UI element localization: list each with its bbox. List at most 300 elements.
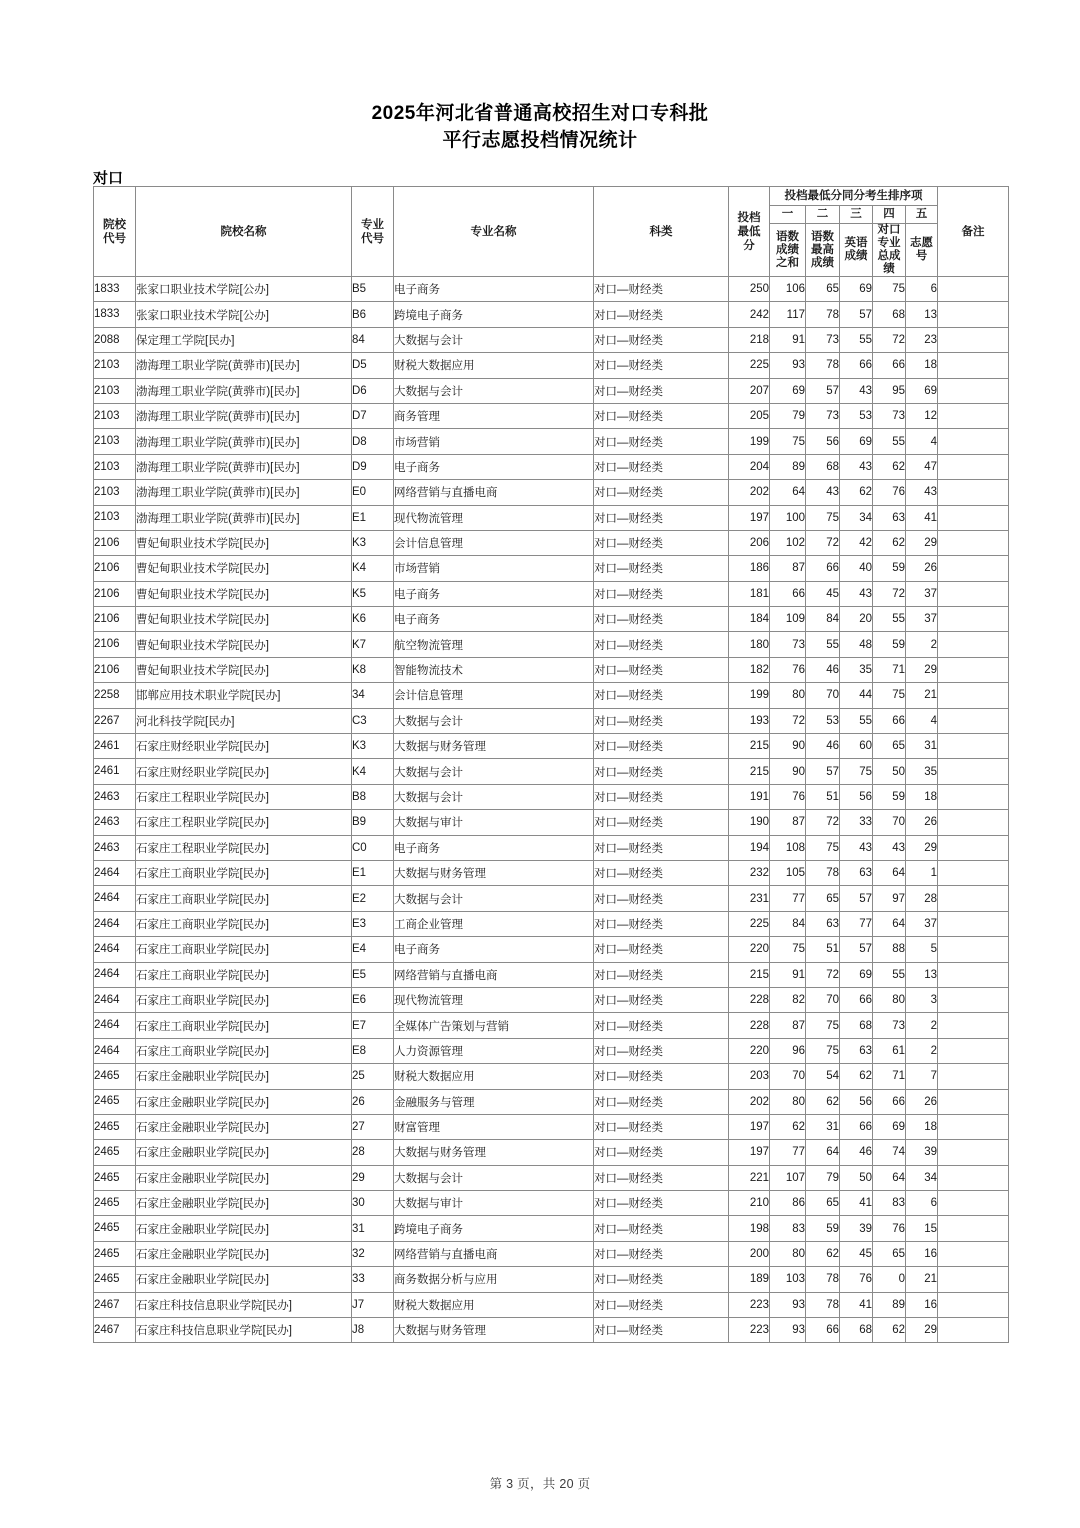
cell-major-code: 29 (352, 1165, 394, 1190)
cell-major-name: 财税大数据应用 (394, 1064, 594, 1089)
cell-category: 对口—财经类 (594, 277, 729, 302)
cell-rank-4: 63 (873, 505, 906, 530)
cell-remark (938, 810, 1009, 835)
cell-major-code: E0 (352, 480, 394, 505)
header-ordinal-1: 一 (770, 206, 806, 224)
cell-major-name: 大数据与会计 (394, 378, 594, 403)
cell-major-code: 30 (352, 1191, 394, 1216)
cell-min-score: 202 (729, 480, 770, 505)
cell-rank-2: 59 (806, 1216, 840, 1241)
cell-remark (938, 302, 1009, 327)
table-row (94, 530, 1009, 555)
table-row (94, 302, 1009, 327)
cell-school-name: 石家庄金融职业学院[民办] (136, 1089, 352, 1114)
cell-remark (938, 1013, 1009, 1038)
header-rank-group: 投档最低分同分考生排序项 (770, 187, 938, 206)
table-row (94, 860, 1009, 885)
cell-remark (938, 784, 1009, 809)
cell-rank-5: 7 (906, 1064, 938, 1089)
cell-rank-5: 43 (906, 480, 938, 505)
cell-rank-5: 13 (906, 962, 938, 987)
cell-school-code: 2465 (94, 1216, 136, 1241)
cell-remark (938, 734, 1009, 759)
cell-rank-3: 45 (840, 1241, 873, 1266)
cell-min-score: 197 (729, 505, 770, 530)
header-sub-2: 语数 最高 成绩 (806, 224, 840, 277)
cell-major-code: B6 (352, 302, 394, 327)
cell-school-name: 石家庄金融职业学院[民办] (136, 1216, 352, 1241)
cell-remark (938, 327, 1009, 352)
header-sub-5: 志愿 号 (906, 224, 938, 277)
cell-rank-1: 108 (770, 835, 806, 860)
cell-school-code: 2465 (94, 1089, 136, 1114)
cell-rank-3: 43 (840, 454, 873, 479)
cell-rank-5: 28 (906, 886, 938, 911)
cell-school-name: 曹妃甸职业技术学院[民办] (136, 607, 352, 632)
table-row (94, 581, 1009, 606)
cell-rank-3: 43 (840, 581, 873, 606)
cell-remark (938, 962, 1009, 987)
header-ordinal-5: 五 (906, 206, 938, 224)
cell-min-score: 228 (729, 1013, 770, 1038)
cell-rank-4: 71 (873, 1064, 906, 1089)
cell-min-score: 215 (729, 734, 770, 759)
cell-rank-4: 66 (873, 353, 906, 378)
cell-rank-3: 57 (840, 886, 873, 911)
cell-category: 对口—财经类 (594, 835, 729, 860)
table-body (94, 277, 1009, 1343)
cell-rank-5: 29 (906, 1318, 938, 1343)
cell-category: 对口—财经类 (594, 810, 729, 835)
cell-min-score: 207 (729, 378, 770, 403)
cell-rank-5: 1 (906, 860, 938, 885)
cell-school-code: 2106 (94, 581, 136, 606)
cell-rank-3: 55 (840, 327, 873, 352)
cell-major-code: E3 (352, 911, 394, 936)
cell-major-name: 电子商务 (394, 937, 594, 962)
cell-school-name: 石家庄金融职业学院[民办] (136, 1114, 352, 1139)
cell-rank-3: 69 (840, 277, 873, 302)
cell-major-code: B9 (352, 810, 394, 835)
cell-rank-4: 75 (873, 683, 906, 708)
table-row (94, 1140, 1009, 1165)
cell-school-name: 渤海理工职业学院(黄骅市)[民办] (136, 454, 352, 479)
cell-school-name: 石家庄金融职业学院[民办] (136, 1064, 352, 1089)
cell-remark (938, 353, 1009, 378)
cell-category: 对口—财经类 (594, 581, 729, 606)
cell-rank-1: 80 (770, 1241, 806, 1266)
cell-school-code: 2461 (94, 759, 136, 784)
cell-major-code: 28 (352, 1140, 394, 1165)
cell-major-code: 31 (352, 1216, 394, 1241)
header-remark: 备注 (938, 187, 1009, 277)
cell-major-name: 财税大数据应用 (394, 353, 594, 378)
cell-school-name: 石家庄金融职业学院[民办] (136, 1267, 352, 1292)
cell-school-name: 石家庄工程职业学院[民办] (136, 810, 352, 835)
cell-school-code: 2464 (94, 886, 136, 911)
cell-rank-5: 37 (906, 911, 938, 936)
cell-remark (938, 835, 1009, 860)
cell-school-code: 2465 (94, 1064, 136, 1089)
cell-rank-3: 34 (840, 505, 873, 530)
cell-rank-5: 29 (906, 835, 938, 860)
cell-school-code: 2106 (94, 530, 136, 555)
cell-school-code: 2464 (94, 987, 136, 1012)
cell-school-code: 2106 (94, 607, 136, 632)
cell-rank-1: 76 (770, 657, 806, 682)
cell-rank-5: 37 (906, 581, 938, 606)
cell-major-name: 商务管理 (394, 403, 594, 428)
cell-major-code: B8 (352, 784, 394, 809)
cell-rank-3: 50 (840, 1165, 873, 1190)
cell-school-code: 2103 (94, 378, 136, 403)
cell-rank-1: 87 (770, 556, 806, 581)
cell-min-score: 205 (729, 403, 770, 428)
cell-rank-2: 72 (806, 810, 840, 835)
cell-rank-5: 6 (906, 277, 938, 302)
cell-rank-3: 57 (840, 937, 873, 962)
cell-min-score: 250 (729, 277, 770, 302)
cell-rank-2: 78 (806, 1292, 840, 1317)
cell-rank-4: 64 (873, 1165, 906, 1190)
cell-min-score: 218 (729, 327, 770, 352)
cell-min-score: 210 (729, 1191, 770, 1216)
cell-major-code: C0 (352, 835, 394, 860)
cell-category: 对口—财经类 (594, 911, 729, 936)
cell-rank-5: 47 (906, 454, 938, 479)
cell-major-code: D6 (352, 378, 394, 403)
cell-rank-5: 4 (906, 708, 938, 733)
cell-school-name: 渤海理工职业学院(黄骅市)[民办] (136, 378, 352, 403)
cell-major-name: 跨境电子商务 (394, 1216, 594, 1241)
cell-rank-2: 56 (806, 429, 840, 454)
table-row (94, 632, 1009, 657)
cell-school-name: 张家口职业技术学院[公办] (136, 277, 352, 302)
cell-major-name: 现代物流管理 (394, 505, 594, 530)
cell-remark (938, 683, 1009, 708)
cell-major-name: 金融服务与管理 (394, 1089, 594, 1114)
table-row (94, 1292, 1009, 1317)
cell-major-name: 会计信息管理 (394, 530, 594, 555)
cell-major-name: 大数据与审计 (394, 810, 594, 835)
cell-school-name: 石家庄科技信息职业学院[民办] (136, 1318, 352, 1343)
cell-min-score: 198 (729, 1216, 770, 1241)
cell-rank-5: 3 (906, 987, 938, 1012)
cell-major-name: 市场营销 (394, 556, 594, 581)
cell-remark (938, 886, 1009, 911)
cell-rank-3: 41 (840, 1292, 873, 1317)
cell-category: 对口—财经类 (594, 429, 729, 454)
cell-rank-3: 46 (840, 1140, 873, 1165)
cell-major-name: 大数据与会计 (394, 759, 594, 784)
cell-category: 对口—财经类 (594, 607, 729, 632)
cell-school-code: 2463 (94, 810, 136, 835)
cell-major-name: 电子商务 (394, 581, 594, 606)
cell-rank-3: 62 (840, 1064, 873, 1089)
cell-rank-4: 0 (873, 1267, 906, 1292)
cell-rank-4: 66 (873, 708, 906, 733)
cell-category: 对口—财经类 (594, 378, 729, 403)
cell-rank-4: 80 (873, 987, 906, 1012)
cell-min-score: 242 (729, 302, 770, 327)
cell-school-code: 2465 (94, 1267, 136, 1292)
cell-major-code: K7 (352, 632, 394, 657)
cell-rank-3: 63 (840, 860, 873, 885)
cell-school-name: 石家庄工商职业学院[民办] (136, 860, 352, 885)
cell-school-code: 2106 (94, 556, 136, 581)
cell-category: 对口—财经类 (594, 556, 729, 581)
cell-remark (938, 708, 1009, 733)
cell-remark (938, 632, 1009, 657)
cell-min-score: 191 (729, 784, 770, 809)
cell-category: 对口—财经类 (594, 1089, 729, 1114)
cell-school-name: 曹妃甸职业技术学院[民办] (136, 657, 352, 682)
cell-min-score: 225 (729, 353, 770, 378)
cell-rank-2: 57 (806, 759, 840, 784)
cell-major-code: K4 (352, 759, 394, 784)
cell-rank-2: 57 (806, 378, 840, 403)
cell-rank-5: 18 (906, 353, 938, 378)
table-row (94, 1241, 1009, 1266)
cell-major-name: 大数据与会计 (394, 708, 594, 733)
cell-school-name: 石家庄财经职业学院[民办] (136, 759, 352, 784)
table-row (94, 1064, 1009, 1089)
cell-remark (938, 1267, 1009, 1292)
cell-rank-2: 54 (806, 1064, 840, 1089)
cell-rank-4: 88 (873, 937, 906, 962)
cell-min-score: 200 (729, 1241, 770, 1266)
cell-school-name: 石家庄工程职业学院[民办] (136, 835, 352, 860)
cell-rank-3: 35 (840, 657, 873, 682)
cell-major-name: 电子商务 (394, 607, 594, 632)
cell-min-score: 231 (729, 886, 770, 911)
cell-school-name: 石家庄工商职业学院[民办] (136, 911, 352, 936)
cell-school-name: 石家庄工商职业学院[民办] (136, 987, 352, 1012)
table-row (94, 987, 1009, 1012)
cell-category: 对口—财经类 (594, 1114, 729, 1139)
cell-remark (938, 607, 1009, 632)
table-row (94, 886, 1009, 911)
header-major-name: 专业名称 (394, 187, 594, 277)
cell-school-name: 渤海理工职业学院(黄骅市)[民办] (136, 480, 352, 505)
header-school-name: 院校名称 (136, 187, 352, 277)
cell-school-code: 2088 (94, 327, 136, 352)
cell-rank-2: 51 (806, 937, 840, 962)
cell-rank-2: 65 (806, 886, 840, 911)
cell-rank-3: 69 (840, 429, 873, 454)
cell-rank-1: 93 (770, 353, 806, 378)
cell-remark (938, 987, 1009, 1012)
cell-category: 对口—财经类 (594, 1216, 729, 1241)
cell-rank-2: 75 (806, 1038, 840, 1063)
cell-rank-1: 77 (770, 1140, 806, 1165)
cell-school-code: 2461 (94, 734, 136, 759)
cell-rank-5: 15 (906, 1216, 938, 1241)
cell-rank-1: 73 (770, 632, 806, 657)
cell-major-name: 电子商务 (394, 454, 594, 479)
cell-rank-4: 66 (873, 1089, 906, 1114)
cell-rank-5: 26 (906, 1089, 938, 1114)
cell-remark (938, 860, 1009, 885)
cell-school-code: 2465 (94, 1191, 136, 1216)
cell-school-name: 渤海理工职业学院(黄骅市)[民办] (136, 403, 352, 428)
header-sub-1: 语数 成绩 之和 (770, 224, 806, 277)
cell-rank-2: 78 (806, 302, 840, 327)
cell-rank-2: 46 (806, 657, 840, 682)
cell-category: 对口—财经类 (594, 1318, 729, 1343)
cell-school-name: 石家庄科技信息职业学院[民办] (136, 1292, 352, 1317)
cell-category: 对口—财经类 (594, 1038, 729, 1063)
cell-major-code: B5 (352, 277, 394, 302)
cell-min-score: 186 (729, 556, 770, 581)
cell-remark (938, 1318, 1009, 1343)
page-footer: 第 3 页，共 20 页 (489, 1477, 591, 1491)
cell-major-name: 大数据与财务管理 (394, 734, 594, 759)
cell-major-name: 网络营销与直播电商 (394, 1241, 594, 1266)
table-header (94, 187, 1009, 277)
cell-major-name: 大数据与会计 (394, 327, 594, 352)
cell-school-name: 石家庄工商职业学院[民办] (136, 937, 352, 962)
cell-rank-1: 83 (770, 1216, 806, 1241)
document-title (0, 0, 1080, 154)
cell-major-name: 财税大数据应用 (394, 1292, 594, 1317)
cell-min-score: 193 (729, 708, 770, 733)
table-row (94, 378, 1009, 403)
cell-remark (938, 403, 1009, 428)
cell-major-name: 跨境电子商务 (394, 302, 594, 327)
cell-min-score: 190 (729, 810, 770, 835)
cell-rank-4: 73 (873, 403, 906, 428)
table-row (94, 353, 1009, 378)
cell-category: 对口—财经类 (594, 403, 729, 428)
cell-rank-1: 117 (770, 302, 806, 327)
cell-major-name: 大数据与审计 (394, 1191, 594, 1216)
cell-category: 对口—财经类 (594, 987, 729, 1012)
cell-rank-4: 62 (873, 1318, 906, 1343)
table-row (94, 1114, 1009, 1139)
table-row (94, 505, 1009, 530)
cell-major-name: 市场营销 (394, 429, 594, 454)
cell-rank-1: 91 (770, 327, 806, 352)
cell-remark (938, 1191, 1009, 1216)
cell-rank-4: 64 (873, 860, 906, 885)
cell-category: 对口—财经类 (594, 632, 729, 657)
cell-major-name: 大数据与会计 (394, 886, 594, 911)
cell-major-name: 航空物流管理 (394, 632, 594, 657)
cell-rank-5: 12 (906, 403, 938, 428)
cell-remark (938, 1165, 1009, 1190)
table-row (94, 911, 1009, 936)
cell-rank-1: 75 (770, 937, 806, 962)
cell-rank-2: 66 (806, 556, 840, 581)
cell-rank-4: 68 (873, 302, 906, 327)
cell-rank-2: 78 (806, 1267, 840, 1292)
cell-remark (938, 429, 1009, 454)
cell-category: 对口—财经类 (594, 353, 729, 378)
cell-rank-5: 4 (906, 429, 938, 454)
cell-remark (938, 556, 1009, 581)
cell-school-code: 2103 (94, 454, 136, 479)
cell-rank-2: 55 (806, 632, 840, 657)
cell-remark (938, 657, 1009, 682)
table-row (94, 1216, 1009, 1241)
table-row (94, 1013, 1009, 1038)
table-row (94, 683, 1009, 708)
cell-school-code: 2467 (94, 1292, 136, 1317)
cell-rank-5: 39 (906, 1140, 938, 1165)
cell-rank-2: 62 (806, 1241, 840, 1266)
cell-rank-2: 43 (806, 480, 840, 505)
cell-rank-1: 62 (770, 1114, 806, 1139)
cell-school-name: 保定理工学院[民办] (136, 327, 352, 352)
cell-rank-2: 64 (806, 1140, 840, 1165)
cell-rank-5: 21 (906, 1267, 938, 1292)
table-row (94, 937, 1009, 962)
cell-rank-2: 70 (806, 987, 840, 1012)
cell-rank-1: 77 (770, 886, 806, 911)
cell-rank-1: 103 (770, 1267, 806, 1292)
cell-remark (938, 378, 1009, 403)
cell-rank-3: 42 (840, 530, 873, 555)
cell-school-code: 2464 (94, 911, 136, 936)
cell-min-score: 232 (729, 860, 770, 885)
cell-rank-4: 74 (873, 1140, 906, 1165)
cell-major-name: 网络营销与直播电商 (394, 962, 594, 987)
cell-rank-1: 105 (770, 860, 806, 885)
cell-min-score: 221 (729, 1165, 770, 1190)
cell-rank-2: 53 (806, 708, 840, 733)
cell-rank-2: 73 (806, 327, 840, 352)
cell-major-code: E4 (352, 937, 394, 962)
table-row (94, 657, 1009, 682)
cell-school-code: 2464 (94, 962, 136, 987)
cell-remark (938, 759, 1009, 784)
cell-rank-4: 55 (873, 962, 906, 987)
cell-rank-2: 79 (806, 1165, 840, 1190)
cell-major-name: 大数据与会计 (394, 784, 594, 809)
cell-rank-1: 93 (770, 1292, 806, 1317)
cell-school-code: 2464 (94, 860, 136, 885)
cell-major-code: 84 (352, 327, 394, 352)
cell-rank-4: 59 (873, 784, 906, 809)
cell-min-score: 184 (729, 607, 770, 632)
cell-major-name: 电子商务 (394, 277, 594, 302)
cell-major-code: C3 (352, 708, 394, 733)
cell-major-code: 33 (352, 1267, 394, 1292)
cell-rank-1: 64 (770, 480, 806, 505)
cell-school-code: 2103 (94, 480, 136, 505)
cell-min-score: 223 (729, 1318, 770, 1343)
cell-school-name: 石家庄工商职业学院[民办] (136, 962, 352, 987)
cell-major-code: E1 (352, 860, 394, 885)
cell-rank-3: 44 (840, 683, 873, 708)
cell-rank-1: 86 (770, 1191, 806, 1216)
cell-school-name: 石家庄工商职业学院[民办] (136, 886, 352, 911)
cell-rank-1: 106 (770, 277, 806, 302)
cell-school-name: 曹妃甸职业技术学院[民办] (136, 556, 352, 581)
cell-category: 对口—财经类 (594, 1140, 729, 1165)
cell-min-score: 194 (729, 835, 770, 860)
cell-remark (938, 581, 1009, 606)
cell-category: 对口—财经类 (594, 1064, 729, 1089)
cell-rank-4: 62 (873, 454, 906, 479)
table-row (94, 708, 1009, 733)
cell-school-code: 2267 (94, 708, 136, 733)
cell-rank-4: 64 (873, 911, 906, 936)
cell-major-code: J7 (352, 1292, 394, 1317)
cell-remark (938, 1038, 1009, 1063)
cell-category: 对口—财经类 (594, 860, 729, 885)
